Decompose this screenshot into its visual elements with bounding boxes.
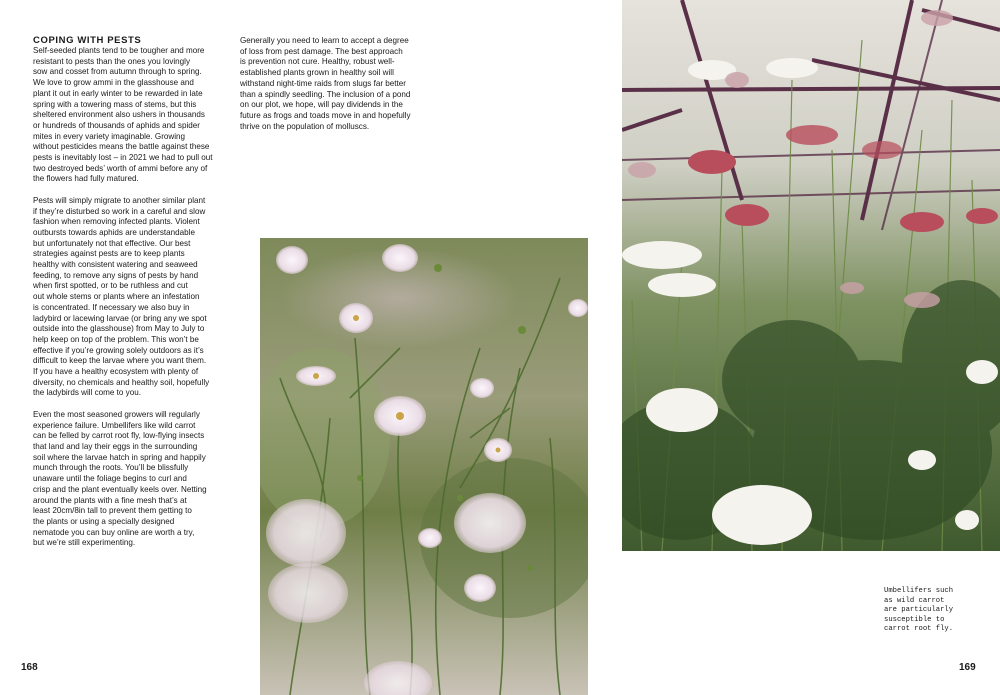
- text-column-2: [240, 36, 436, 143]
- paragraph: Pests will simply migrate to another similar plant if they’re disturbed so work in a careful and slow fashion when removing infected plants. Violent outbursts towards aphids are understandable but unfortunately not that effective. Our best strategies against pests are to keep plants healthy with consistent watering and seaweed feeding, to remove any signs of pests by hand when first spotted, or to be ruthless and cut out whole stems or plants where an infestation is concentrated. If necessary we also buy in ladybird or lacewing larvae (or bring any we spot outside into the glasshouse) from May to July to help keep on top of the problem. This won’t be effective if you’re growing solely outdoors as it’s difficult to keep the larvae where you want them. If you have a healthy ecosystem with plenty of diversity, no chemicals and healthy soil, hopefully the ladybirds will come to you.: [33, 195, 210, 398]
- section-heading: COPING WITH PESTS: [33, 35, 142, 46]
- umbellifers-photo-art: [622, 0, 1000, 551]
- paragraph: Self-seeded plants tend to be tougher and more resistant to pests than the ones you lovingly sow and cosset from autumn through to spring. We love to grow ammi in the glasshouse and plant it out in early winter to be rewarded in late spring with a towering mass of stems, but this sheltered environment also ushers in thousands or hundreds of thousands of aphids and spider mites in every variety imaginable. Growing without pesticides means the battle against these pests is inevitably lost – in 2021 we had to pull out two destroyed beds’ worth of ammi before any of the flowers had fully matured.: [33, 46, 213, 184]
- photo-caption: Umbellifers such as wild carrot are particularly susceptible to carrot root fly.: [884, 587, 954, 634]
- right-page: [620, 0, 1000, 695]
- paragraph: Generally you need to learn to accept a degree of loss from pest damage. The best approach is prevention not cure. Healthy, robust well- established plants grown in healthy soil will withstand night-time raids from slugs far better than a spindly seedling. The inclusion of a pond on our plot, we hope, will pay dividends in the future as frogs and toads move in and hopefully thrive on the population of molluscs.: [240, 36, 411, 131]
- paragraph: Even the most seasoned growers will regularly experience failure. Umbellifers like wild carrot can be felled by carrot root fly, low-flying insects that land and lay their eggs in the surrounding soil where the larvae hatch in spring and happily munch through the roots. You’ll be blissfully unaware until the foliage begins to curl and crisp and the plant eventually keels over. Netting around the plants with a fine mesh that’s at least 20cm/8in tall to prevent them getting to the plants or using a specially designed nematode you can buy online are worth a try, but we’re still experimenting.: [33, 409, 207, 548]
- umbellifers-photo: [622, 0, 1000, 551]
- page-number: 168: [21, 662, 38, 673]
- cosmos-photo: [260, 238, 588, 695]
- cosmos-photo-art: [260, 238, 588, 695]
- page-number: 169: [959, 662, 976, 673]
- text-column-1: [33, 46, 229, 560]
